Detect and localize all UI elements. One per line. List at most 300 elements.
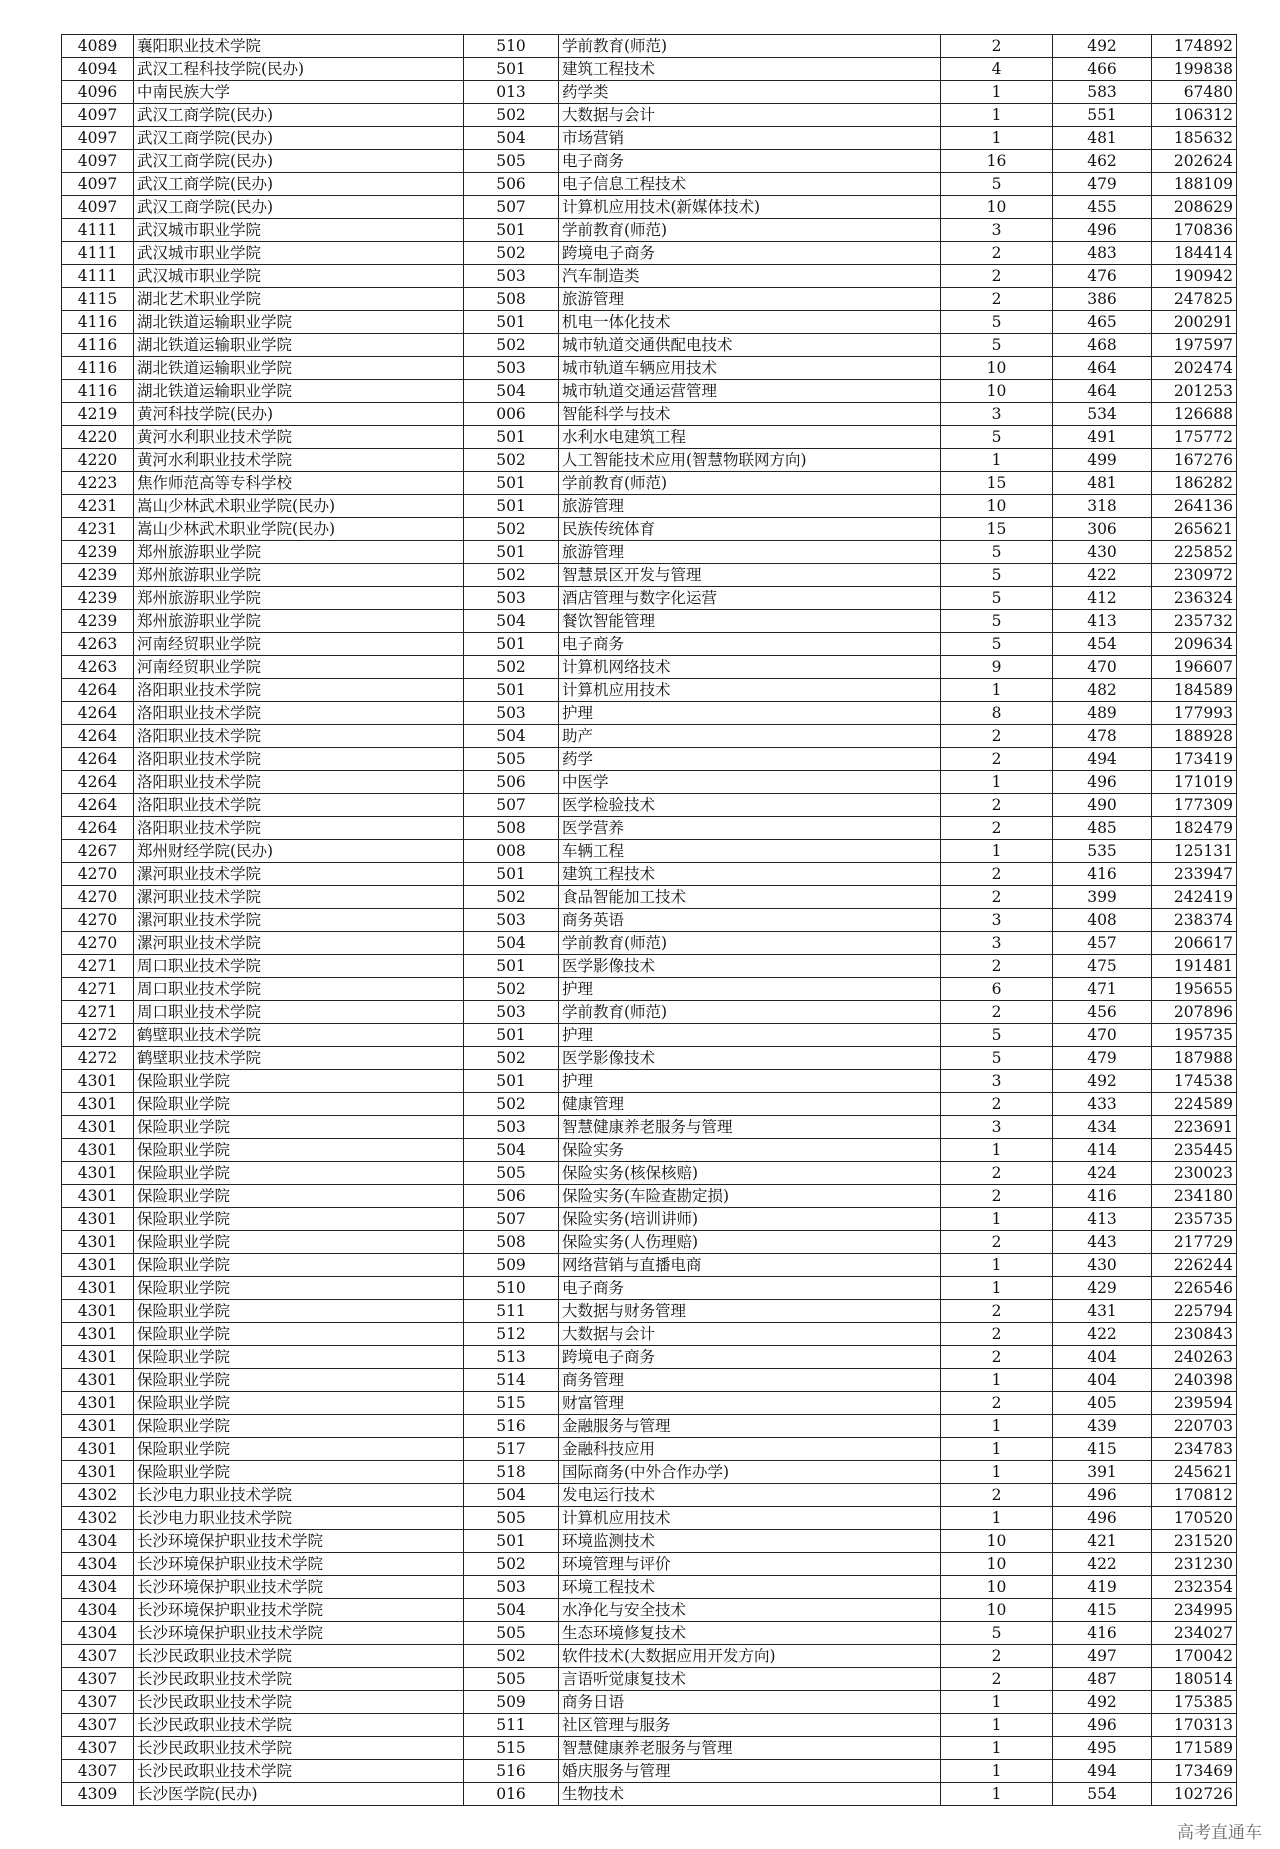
min-rank-cell: 206617 (1152, 932, 1237, 955)
school-name-cell: 黄河水利职业技术学院 (134, 426, 464, 449)
plan-count-cell: 1 (941, 679, 1053, 702)
min-rank-cell: 175772 (1152, 426, 1237, 449)
major-code-cell: 503 (464, 587, 559, 610)
min-rank-cell: 173419 (1152, 748, 1237, 771)
min-score-cell: 422 (1053, 1553, 1152, 1576)
min-score-cell: 481 (1053, 127, 1152, 150)
plan-count-cell: 1 (941, 81, 1053, 104)
school-name-cell: 湖北铁道运输职业学院 (134, 357, 464, 380)
plan-count-cell: 1 (941, 1369, 1053, 1392)
min-rank-cell: 190942 (1152, 265, 1237, 288)
min-rank-cell: 235445 (1152, 1139, 1237, 1162)
min-rank-cell: 238374 (1152, 909, 1237, 932)
table-row (62, 1116, 1237, 1139)
table-row (62, 541, 1237, 564)
major-name-cell: 城市轨道交通供配电技术 (559, 334, 941, 357)
major-code-cell: 506 (464, 771, 559, 794)
table-row (62, 1392, 1237, 1415)
admission-score-table (61, 34, 1237, 1806)
major-name-cell: 大数据与会计 (559, 104, 941, 127)
min-rank-cell: 201253 (1152, 380, 1237, 403)
major-code-cell: 507 (464, 794, 559, 817)
school-code-cell: 4239 (62, 564, 134, 587)
major-code-cell: 502 (464, 886, 559, 909)
school-code-cell: 4264 (62, 748, 134, 771)
school-code-cell: 4301 (62, 1346, 134, 1369)
school-code-cell: 4264 (62, 725, 134, 748)
major-code-cell: 006 (464, 403, 559, 426)
min-rank-cell: 234027 (1152, 1622, 1237, 1645)
table-row (62, 679, 1237, 702)
school-code-cell: 4115 (62, 288, 134, 311)
school-code-cell: 4302 (62, 1484, 134, 1507)
school-code-cell: 4301 (62, 1070, 134, 1093)
min-rank-cell: 224589 (1152, 1093, 1237, 1116)
school-code-cell: 4271 (62, 978, 134, 1001)
major-name-cell: 大数据与财务管理 (559, 1300, 941, 1323)
school-code-cell: 4097 (62, 173, 134, 196)
major-name-cell: 医学营养 (559, 817, 941, 840)
min-rank-cell: 196607 (1152, 656, 1237, 679)
min-score-cell: 534 (1053, 403, 1152, 426)
major-code-cell: 511 (464, 1714, 559, 1737)
school-name-cell: 武汉工商学院(民办) (134, 196, 464, 219)
min-rank-cell: 264136 (1152, 495, 1237, 518)
min-score-cell: 416 (1053, 1622, 1152, 1645)
school-name-cell: 保险职业学院 (134, 1300, 464, 1323)
min-score-cell: 424 (1053, 1162, 1152, 1185)
major-code-cell: 501 (464, 472, 559, 495)
school-code-cell: 4270 (62, 909, 134, 932)
table-row (62, 35, 1237, 58)
table-row (62, 840, 1237, 863)
min-rank-cell: 220703 (1152, 1415, 1237, 1438)
plan-count-cell: 5 (941, 1024, 1053, 1047)
min-rank-cell: 171589 (1152, 1737, 1237, 1760)
min-rank-cell: 234995 (1152, 1599, 1237, 1622)
major-code-cell: 503 (464, 1116, 559, 1139)
min-score-cell: 391 (1053, 1461, 1152, 1484)
min-rank-cell: 230023 (1152, 1162, 1237, 1185)
min-rank-cell: 174892 (1152, 35, 1237, 58)
table-row (62, 771, 1237, 794)
school-code-cell: 4223 (62, 472, 134, 495)
min-score-cell: 422 (1053, 1323, 1152, 1346)
plan-count-cell: 5 (941, 610, 1053, 633)
min-rank-cell: 207896 (1152, 1001, 1237, 1024)
plan-count-cell: 1 (941, 1507, 1053, 1530)
major-name-cell: 车辆工程 (559, 840, 941, 863)
major-code-cell: 505 (464, 1622, 559, 1645)
plan-count-cell: 3 (941, 403, 1053, 426)
min-rank-cell: 187988 (1152, 1047, 1237, 1070)
school-code-cell: 4309 (62, 1783, 134, 1806)
school-name-cell: 湖北铁道运输职业学院 (134, 334, 464, 357)
school-name-cell: 漯河职业技术学院 (134, 863, 464, 886)
major-code-cell: 501 (464, 679, 559, 702)
plan-count-cell: 1 (941, 1277, 1053, 1300)
school-name-cell: 武汉工商学院(民办) (134, 127, 464, 150)
major-code-cell: 501 (464, 1024, 559, 1047)
plan-count-cell: 5 (941, 564, 1053, 587)
min-score-cell: 490 (1053, 794, 1152, 817)
min-rank-cell: 239594 (1152, 1392, 1237, 1415)
table-row (62, 219, 1237, 242)
min-rank-cell: 265621 (1152, 518, 1237, 541)
min-rank-cell: 226244 (1152, 1254, 1237, 1277)
min-rank-cell: 184414 (1152, 242, 1237, 265)
major-name-cell: 药学类 (559, 81, 941, 104)
major-name-cell: 商务日语 (559, 1691, 941, 1714)
major-name-cell: 助产 (559, 725, 941, 748)
min-rank-cell: 126688 (1152, 403, 1237, 426)
min-score-cell: 489 (1053, 702, 1152, 725)
table-row (62, 1576, 1237, 1599)
table-row (62, 1185, 1237, 1208)
school-name-cell: 武汉工商学院(民办) (134, 104, 464, 127)
school-code-cell: 4264 (62, 771, 134, 794)
major-code-cell: 514 (464, 1369, 559, 1392)
school-code-cell: 4111 (62, 265, 134, 288)
major-name-cell: 智能科学与技术 (559, 403, 941, 426)
plan-count-cell: 1 (941, 1760, 1053, 1783)
major-name-cell: 计算机网络技术 (559, 656, 941, 679)
plan-count-cell: 15 (941, 518, 1053, 541)
plan-count-cell: 10 (941, 1576, 1053, 1599)
major-code-cell: 502 (464, 564, 559, 587)
table-row (62, 357, 1237, 380)
major-code-cell: 510 (464, 1277, 559, 1300)
major-code-cell: 501 (464, 541, 559, 564)
school-name-cell: 黄河科技学院(民办) (134, 403, 464, 426)
plan-count-cell: 8 (941, 702, 1053, 725)
major-code-cell: 505 (464, 1162, 559, 1185)
table-row (62, 1001, 1237, 1024)
table-row (62, 1231, 1237, 1254)
min-score-cell: 497 (1053, 1645, 1152, 1668)
plan-count-cell: 2 (941, 748, 1053, 771)
school-code-cell: 4301 (62, 1254, 134, 1277)
major-name-cell: 城市轨道车辆应用技术 (559, 357, 941, 380)
school-code-cell: 4263 (62, 633, 134, 656)
table-row (62, 1691, 1237, 1714)
plan-count-cell: 2 (941, 794, 1053, 817)
min-rank-cell: 173469 (1152, 1760, 1237, 1783)
school-code-cell: 4097 (62, 150, 134, 173)
school-code-cell: 4239 (62, 610, 134, 633)
major-name-cell: 环境工程技术 (559, 1576, 941, 1599)
school-name-cell: 洛阳职业技术学院 (134, 679, 464, 702)
min-rank-cell: 232354 (1152, 1576, 1237, 1599)
major-code-cell: 502 (464, 978, 559, 1001)
school-code-cell: 4307 (62, 1714, 134, 1737)
major-name-cell: 餐饮智能管理 (559, 610, 941, 633)
major-code-cell: 501 (464, 633, 559, 656)
major-name-cell: 智慧景区开发与管理 (559, 564, 941, 587)
major-name-cell: 学前教育(师范) (559, 35, 941, 58)
major-name-cell: 市场营销 (559, 127, 941, 150)
school-code-cell: 4304 (62, 1576, 134, 1599)
plan-count-cell: 3 (941, 219, 1053, 242)
min-score-cell: 492 (1053, 1691, 1152, 1714)
plan-count-cell: 2 (941, 1185, 1053, 1208)
school-code-cell: 4111 (62, 242, 134, 265)
plan-count-cell: 2 (941, 1323, 1053, 1346)
min-rank-cell: 102726 (1152, 1783, 1237, 1806)
min-rank-cell: 225794 (1152, 1300, 1237, 1323)
min-score-cell: 306 (1053, 518, 1152, 541)
min-rank-cell: 191481 (1152, 955, 1237, 978)
major-code-cell: 502 (464, 104, 559, 127)
table-row (62, 748, 1237, 771)
table-row (62, 1438, 1237, 1461)
school-name-cell: 洛阳职业技术学院 (134, 725, 464, 748)
plan-count-cell: 3 (941, 1116, 1053, 1139)
major-name-cell: 生物技术 (559, 1783, 941, 1806)
min-score-cell: 405 (1053, 1392, 1152, 1415)
school-name-cell: 漯河职业技术学院 (134, 932, 464, 955)
table-row (62, 426, 1237, 449)
school-code-cell: 4220 (62, 426, 134, 449)
min-rank-cell: 208629 (1152, 196, 1237, 219)
table-row (62, 449, 1237, 472)
min-rank-cell: 233947 (1152, 863, 1237, 886)
major-name-cell: 城市轨道交通运营管理 (559, 380, 941, 403)
school-name-cell: 洛阳职业技术学院 (134, 794, 464, 817)
min-rank-cell: 195735 (1152, 1024, 1237, 1047)
min-score-cell: 422 (1053, 564, 1152, 587)
major-code-cell: 501 (464, 58, 559, 81)
school-code-cell: 4307 (62, 1760, 134, 1783)
plan-count-cell: 2 (941, 955, 1053, 978)
major-code-cell: 504 (464, 127, 559, 150)
plan-count-cell: 10 (941, 357, 1053, 380)
major-code-cell: 013 (464, 81, 559, 104)
major-code-cell: 504 (464, 725, 559, 748)
major-code-cell: 502 (464, 1553, 559, 1576)
min-rank-cell: 170042 (1152, 1645, 1237, 1668)
school-code-cell: 4096 (62, 81, 134, 104)
school-code-cell: 4116 (62, 357, 134, 380)
table-row (62, 334, 1237, 357)
table-row (62, 311, 1237, 334)
table-row (62, 1645, 1237, 1668)
school-code-cell: 4267 (62, 840, 134, 863)
major-code-cell: 501 (464, 311, 559, 334)
school-code-cell: 4264 (62, 817, 134, 840)
min-rank-cell: 188928 (1152, 725, 1237, 748)
major-name-cell: 药学 (559, 748, 941, 771)
school-code-cell: 4097 (62, 127, 134, 150)
major-name-cell: 医学影像技术 (559, 955, 941, 978)
plan-count-cell: 2 (941, 1300, 1053, 1323)
major-code-cell: 501 (464, 495, 559, 518)
min-rank-cell: 184589 (1152, 679, 1237, 702)
major-code-cell: 502 (464, 449, 559, 472)
min-score-cell: 468 (1053, 334, 1152, 357)
school-code-cell: 4264 (62, 702, 134, 725)
major-name-cell: 财富管理 (559, 1392, 941, 1415)
major-code-cell: 505 (464, 1668, 559, 1691)
school-name-cell: 武汉城市职业学院 (134, 219, 464, 242)
min-score-cell: 419 (1053, 1576, 1152, 1599)
school-name-cell: 洛阳职业技术学院 (134, 748, 464, 771)
school-code-cell: 4301 (62, 1323, 134, 1346)
min-score-cell: 499 (1053, 449, 1152, 472)
school-name-cell: 长沙民政职业技术学院 (134, 1714, 464, 1737)
min-rank-cell: 180514 (1152, 1668, 1237, 1691)
school-code-cell: 4302 (62, 1507, 134, 1530)
table-row (62, 817, 1237, 840)
min-score-cell: 457 (1053, 932, 1152, 955)
school-name-cell: 保险职业学院 (134, 1277, 464, 1300)
table-row (62, 1139, 1237, 1162)
min-rank-cell: 240263 (1152, 1346, 1237, 1369)
min-rank-cell: 235732 (1152, 610, 1237, 633)
major-code-cell: 502 (464, 656, 559, 679)
school-name-cell: 河南经贸职业学院 (134, 656, 464, 679)
school-name-cell: 保险职业学院 (134, 1139, 464, 1162)
min-score-cell: 496 (1053, 1484, 1152, 1507)
school-name-cell: 保险职业学院 (134, 1116, 464, 1139)
table-row (62, 1323, 1237, 1346)
major-name-cell: 汽车制造类 (559, 265, 941, 288)
major-name-cell: 保险实务 (559, 1139, 941, 1162)
major-code-cell: 512 (464, 1323, 559, 1346)
school-code-cell: 4301 (62, 1277, 134, 1300)
major-name-cell: 商务管理 (559, 1369, 941, 1392)
school-name-cell: 漯河职业技术学院 (134, 886, 464, 909)
plan-count-cell: 10 (941, 1530, 1053, 1553)
school-code-cell: 4304 (62, 1553, 134, 1576)
school-name-cell: 保险职业学院 (134, 1070, 464, 1093)
min-score-cell: 485 (1053, 817, 1152, 840)
major-code-cell: 504 (464, 380, 559, 403)
plan-count-cell: 5 (941, 426, 1053, 449)
school-name-cell: 长沙民政职业技术学院 (134, 1760, 464, 1783)
min-rank-cell: 230972 (1152, 564, 1237, 587)
min-score-cell: 495 (1053, 1737, 1152, 1760)
major-name-cell: 环境监测技术 (559, 1530, 941, 1553)
table-row (62, 495, 1237, 518)
school-code-cell: 4097 (62, 196, 134, 219)
major-name-cell: 护理 (559, 1070, 941, 1093)
table-row (62, 127, 1237, 150)
major-code-cell: 515 (464, 1392, 559, 1415)
school-name-cell: 嵩山少林武术职业学院(民办) (134, 518, 464, 541)
table-row (62, 1714, 1237, 1737)
min-score-cell: 431 (1053, 1300, 1152, 1323)
table-row (62, 1484, 1237, 1507)
table-row (62, 978, 1237, 1001)
school-code-cell: 4307 (62, 1645, 134, 1668)
table-row (62, 863, 1237, 886)
major-name-cell: 计算机应用技术(新媒体技术) (559, 196, 941, 219)
major-code-cell: 503 (464, 357, 559, 380)
school-code-cell: 4307 (62, 1691, 134, 1714)
min-rank-cell: 170520 (1152, 1507, 1237, 1530)
plan-count-cell: 2 (941, 265, 1053, 288)
table-row (62, 886, 1237, 909)
major-name-cell: 学前教育(师范) (559, 932, 941, 955)
major-code-cell: 502 (464, 1645, 559, 1668)
min-rank-cell: 170836 (1152, 219, 1237, 242)
major-code-cell: 503 (464, 265, 559, 288)
major-code-cell: 508 (464, 1231, 559, 1254)
min-score-cell: 470 (1053, 656, 1152, 679)
major-name-cell: 保险实务(核保核赔) (559, 1162, 941, 1185)
plan-count-cell: 2 (941, 886, 1053, 909)
table-row (62, 909, 1237, 932)
table-row (62, 1507, 1237, 1530)
min-score-cell: 415 (1053, 1599, 1152, 1622)
table-row (62, 1070, 1237, 1093)
major-code-cell: 502 (464, 242, 559, 265)
min-score-cell: 475 (1053, 955, 1152, 978)
plan-count-cell: 3 (941, 1070, 1053, 1093)
min-score-cell: 464 (1053, 380, 1152, 403)
major-code-cell: 504 (464, 932, 559, 955)
school-code-cell: 4301 (62, 1438, 134, 1461)
table-row (62, 1783, 1237, 1806)
major-name-cell: 旅游管理 (559, 541, 941, 564)
major-name-cell: 网络营销与直播电商 (559, 1254, 941, 1277)
min-rank-cell: 234180 (1152, 1185, 1237, 1208)
major-name-cell: 学前教育(师范) (559, 1001, 941, 1024)
school-name-cell: 保险职业学院 (134, 1162, 464, 1185)
school-name-cell: 漯河职业技术学院 (134, 909, 464, 932)
table-row (62, 932, 1237, 955)
plan-count-cell: 1 (941, 1737, 1053, 1760)
school-code-cell: 4271 (62, 955, 134, 978)
major-name-cell: 电子商务 (559, 633, 941, 656)
major-code-cell: 515 (464, 1737, 559, 1760)
min-rank-cell: 175385 (1152, 1691, 1237, 1714)
min-rank-cell: 225852 (1152, 541, 1237, 564)
school-name-cell: 郑州旅游职业学院 (134, 610, 464, 633)
school-code-cell: 4264 (62, 794, 134, 817)
plan-count-cell: 1 (941, 1461, 1053, 1484)
school-code-cell: 4220 (62, 449, 134, 472)
table-row (62, 1024, 1237, 1047)
min-score-cell: 496 (1053, 219, 1152, 242)
min-score-cell: 494 (1053, 1760, 1152, 1783)
school-code-cell: 4116 (62, 311, 134, 334)
school-name-cell: 长沙环境保护职业技术学院 (134, 1599, 464, 1622)
min-score-cell: 430 (1053, 1254, 1152, 1277)
major-code-cell: 501 (464, 1070, 559, 1093)
major-code-cell: 507 (464, 196, 559, 219)
major-name-cell: 水净化与安全技术 (559, 1599, 941, 1622)
min-rank-cell: 125131 (1152, 840, 1237, 863)
major-name-cell: 酒店管理与数字化运营 (559, 587, 941, 610)
school-code-cell: 4270 (62, 863, 134, 886)
min-score-cell: 416 (1053, 863, 1152, 886)
major-code-cell: 508 (464, 817, 559, 840)
table-row (62, 1047, 1237, 1070)
min-score-cell: 434 (1053, 1116, 1152, 1139)
min-rank-cell: 226546 (1152, 1277, 1237, 1300)
min-score-cell: 496 (1053, 771, 1152, 794)
major-name-cell: 跨境电子商务 (559, 1346, 941, 1369)
major-code-cell: 504 (464, 610, 559, 633)
school-code-cell: 4271 (62, 1001, 134, 1024)
major-code-cell: 504 (464, 1139, 559, 1162)
table-row (62, 242, 1237, 265)
school-name-cell: 周口职业技术学院 (134, 955, 464, 978)
min-score-cell: 492 (1053, 1070, 1152, 1093)
major-code-cell: 501 (464, 863, 559, 886)
